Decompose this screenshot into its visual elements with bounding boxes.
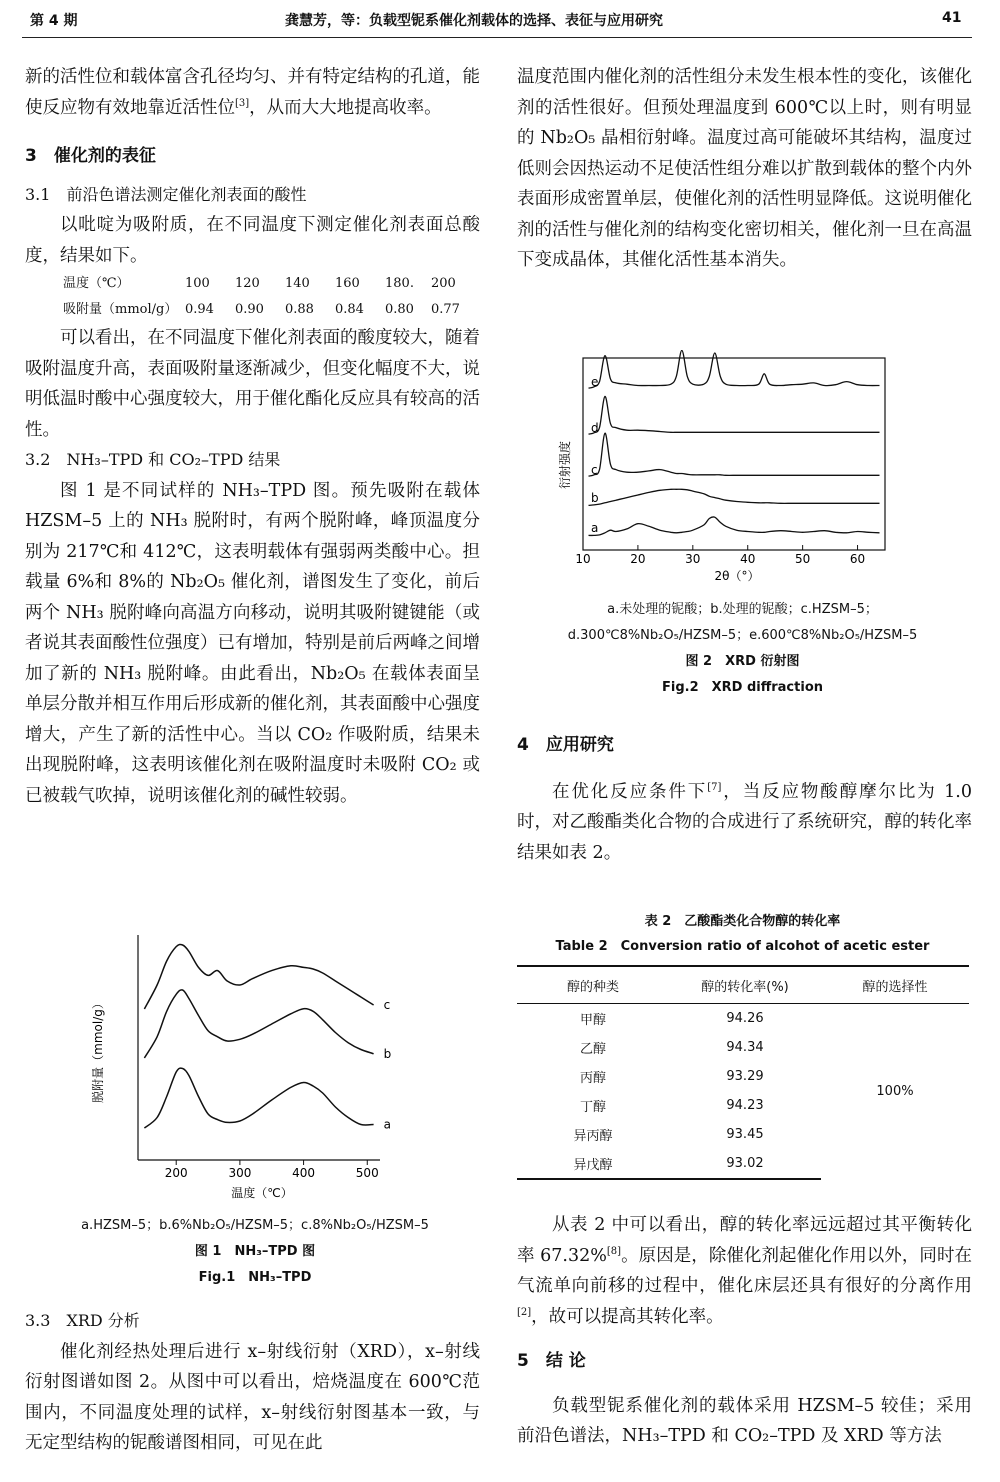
table-row: 甲醇 94.26 100% bbox=[517, 1004, 969, 1034]
fig2-axes bbox=[575, 358, 885, 566]
fig2-caption-cn: 图 2 XRD 衍射图 bbox=[685, 654, 800, 669]
conclusion-paragraph: 负载型铌系催化剂的载体采用 HZSM–5 较佳；采用前沿色谱法，NH₃–TPD 和 CO₂–TPD 及 XRD 等方法 bbox=[517, 1395, 972, 1446]
selectivity-cell: 100% bbox=[876, 1084, 914, 1099]
table2-header-conversion: 醇的转化率(%) bbox=[669, 966, 821, 1004]
table-row: 异丙醇 93.45 bbox=[573, 1127, 764, 1144]
fig2-legend-1: a.未处理的铌酸；b.处理的铌酸；c.HZSM–5； bbox=[607, 602, 878, 617]
fig1-chart bbox=[80, 925, 420, 1210]
table-row: 丙醇 93.29 bbox=[579, 1069, 764, 1086]
fig1-tick-label: 400 bbox=[292, 1166, 316, 1180]
fig1-caption-cn: 图 1 NH₃–TPD 图 bbox=[194, 1244, 316, 1259]
fig1-curve-a bbox=[144, 1068, 373, 1128]
fig2-curves bbox=[589, 350, 880, 535]
table2-caption-en: Table 2 Conversion ratio of alcohot of acetic ester bbox=[555, 939, 930, 954]
fig2-curve-a bbox=[589, 517, 880, 536]
page-number: 41 bbox=[942, 10, 962, 26]
acid-table: 温度（℃） 100 120 140 160 180. 200 吸附量（mmol/g） 0.94 0.90 0.88 0.84 0.80 0.77 bbox=[63, 276, 460, 317]
fig1-curve-b bbox=[144, 990, 373, 1058]
fig2-tick-label: 50 bbox=[794, 552, 811, 566]
fig2-xlabel: 2θ（°） bbox=[714, 569, 760, 583]
section-3-1-heading: 3.1 前沿色谱法测定催化剂表面的酸性 bbox=[25, 184, 307, 204]
fig2-curve-label-b: b bbox=[591, 491, 599, 505]
fig1-caption-en: Fig.1 NH₃–TPD bbox=[198, 1270, 312, 1285]
fig2-curve-label-c: c bbox=[591, 463, 598, 477]
fig1-xlabel: 温度（℃） bbox=[231, 1186, 293, 1200]
section-3-2-heading: 3.2 NH₃–TPD 和 CO₂–TPD 结果 bbox=[25, 450, 281, 469]
intro-paragraph: 新的活性位和载体富含孔径均匀、并有特定结构的孔道，能使反应物有效地靠近活性位[3]，从而大大地提高收率。 bbox=[25, 67, 480, 118]
left-column bbox=[25, 62, 480, 811]
right-column-bottom bbox=[517, 1210, 972, 1452]
left-column-bottom bbox=[25, 1306, 480, 1459]
fig2-curve-label-d: d bbox=[591, 421, 599, 435]
fig1-tick-label: 500 bbox=[355, 1166, 379, 1180]
table-row: 丁醇 94.23 bbox=[579, 1098, 764, 1115]
fig2-tick-label: 60 bbox=[849, 552, 866, 566]
fig1-curve-label-b: b bbox=[383, 1046, 392, 1061]
fig2-caption-en: Fig.2 XRD diffraction bbox=[661, 680, 823, 695]
section-4-paragraph: 在优化反应条件下[7]，当反应物酸醇摩尔比为 1.0 时，对乙酸酯类化合物的合成进行了系统研究，醇的转化率结果如表 2。 bbox=[517, 781, 972, 863]
fig2-tick-label: 30 bbox=[685, 552, 701, 566]
fig2-tick-label: 20 bbox=[630, 552, 646, 566]
section-5-heading: 5 结 论 bbox=[517, 1351, 586, 1371]
fig1-axes bbox=[138, 935, 380, 1180]
table-row: 乙醇 94.34 bbox=[579, 1040, 764, 1057]
fig1-tick-label: 200 bbox=[164, 1166, 188, 1180]
table2-header-selectivity: 醇的选择性 bbox=[821, 966, 969, 1004]
fig2-curve-d bbox=[589, 396, 880, 434]
section-3-1-discussion: 可以看出，在不同温度下催化剂表面的酸度较大，随着吸附温度升高，表面吸附量逐渐减少，但变化幅度不大，说明低温时酸中心强度较大，用于催化酯化反应具有较高的活性。 bbox=[25, 328, 480, 440]
fig2-curve-label-a: a bbox=[591, 521, 599, 535]
section-3-1-paragraph: 以吡啶为吸附质，在不同温度下测定催化剂表面总酸度，结果如下。 bbox=[25, 215, 480, 266]
issue-number: 第 4 期 bbox=[30, 13, 78, 29]
fig2-curve-b bbox=[589, 489, 880, 505]
section-3-heading: 3 催化剂的表征 bbox=[25, 146, 156, 166]
fig2-tick-label: 40 bbox=[740, 552, 756, 566]
section-3-2-paragraph: 图 1 是不同试样的 NH₃–TPD 图。预先吸附在载体 HZSM–5 上的 NH₃ 脱附时，有两个脱附峰，峰顶温度分别为 217℃和 412℃，这表明载体有强弱两类酸中心。担载量 6%和 8%的 Nb₂O₅ 催化剂，谱图发生了变化，前后两个 NH₃ 脱附峰向高温方向移动，说明其吸附键键能（或者说其表面酸性位强度）已有增加，特别是前后两峰之间增加了新的 NH₃ 脱附峰。由此看出，Nb₂O₅ 在载体表面呈单层分散并相互作用后形成新的催化剂，其表面酸中心强度增大，产生了新的活性中心。当以 CO₂ 作吸附质，结果未出现脱附峰，这表明该催化剂在吸附温度时未吸附 CO₂ 或已被载气吹掉，说明该催化剂的碱性较弱。 bbox=[25, 480, 480, 806]
section-3-3-paragraph: 催化剂经热处理后进行 x–射线衍射（XRD），x–射线衍射图谱如图 2。从图中可以看出，焙烧温度在 600℃范围内，不同温度处理的试样，x–射线衍射图基本一致，与无定型结构的铌酸谱图相同，可见在此 bbox=[25, 1341, 480, 1453]
header-rule bbox=[22, 37, 972, 38]
fig2-curve-label-e: e bbox=[591, 375, 599, 389]
fig1-tick-label: 300 bbox=[228, 1166, 252, 1180]
fig1-curve-label-c: c bbox=[383, 998, 391, 1012]
table2-caption-cn: 表 2 乙酸酯类化合物醇的转化率 bbox=[644, 914, 841, 929]
fig1-ylabel: 脱附量（mmol/g） bbox=[91, 997, 105, 1103]
running-title: 龚慧芳，等：负载型铌系催化剂载体的选择、表征与应用研究 bbox=[285, 13, 663, 29]
fig2-curve-e bbox=[589, 350, 880, 388]
section-4-heading: 4 应用研究 bbox=[517, 735, 614, 755]
fig2-frame bbox=[583, 358, 885, 550]
right-column-top bbox=[517, 62, 972, 276]
fig2-chart bbox=[555, 350, 895, 590]
right-column-mid bbox=[517, 730, 972, 868]
fig2-ylabel: 衍射强度 bbox=[558, 440, 572, 490]
xrd-discussion: 温度范围内催化剂的活性组分未发生根本性的变化，该催化剂的活性很好。但预处理温度到 600℃以上时，则有明显的 Nb₂O₅ 晶相衍射峰。温度过高可能破坏其结构，温度过低则会因热运动不足使活性组分难以扩散到载体的整个内外表面形成密置单层，使催化剂的活性明显降低。这说明催化剂的活性与催化剂的结构变化密切相关，催化剂一旦在高温下变成晶体，其催化活性基本消失。 bbox=[517, 67, 972, 270]
fig1-curve-label-a: a bbox=[383, 1117, 391, 1132]
fig1-legend: a.HZSM–5；b.6%Nb₂O₅/HZSM–5；c.8%Nb₂O₅/HZSM–5 bbox=[81, 1218, 429, 1233]
table2 bbox=[517, 965, 969, 1180]
section-3-3-heading: 3.3 XRD 分析 bbox=[25, 1311, 140, 1330]
fig2-legend-2: d.300℃8%Nb₂O₅/HZSM–5；e.600℃8%Nb₂O₅/HZSM–5 bbox=[567, 628, 918, 643]
table2-header-alcohol: 醇的种类 bbox=[517, 966, 669, 1004]
fig2-curve-c bbox=[589, 433, 880, 476]
table2-discussion: 从表 2 中可以看出，醇的转化率远远超过其平衡转化率 67.32%[8]。原因是，除催化剂起催化作用以外，同时在气流单向前移的过程中，催化床层还具有很好的分离作用[2]，故可以提高其转化率。 bbox=[517, 1215, 972, 1327]
fig1-curve-c bbox=[144, 944, 373, 1009]
fig2-tick-label: 10 bbox=[575, 552, 591, 566]
fig1-curves bbox=[144, 944, 391, 1131]
table-row: 异戊醇 93.02 bbox=[517, 1149, 969, 1179]
